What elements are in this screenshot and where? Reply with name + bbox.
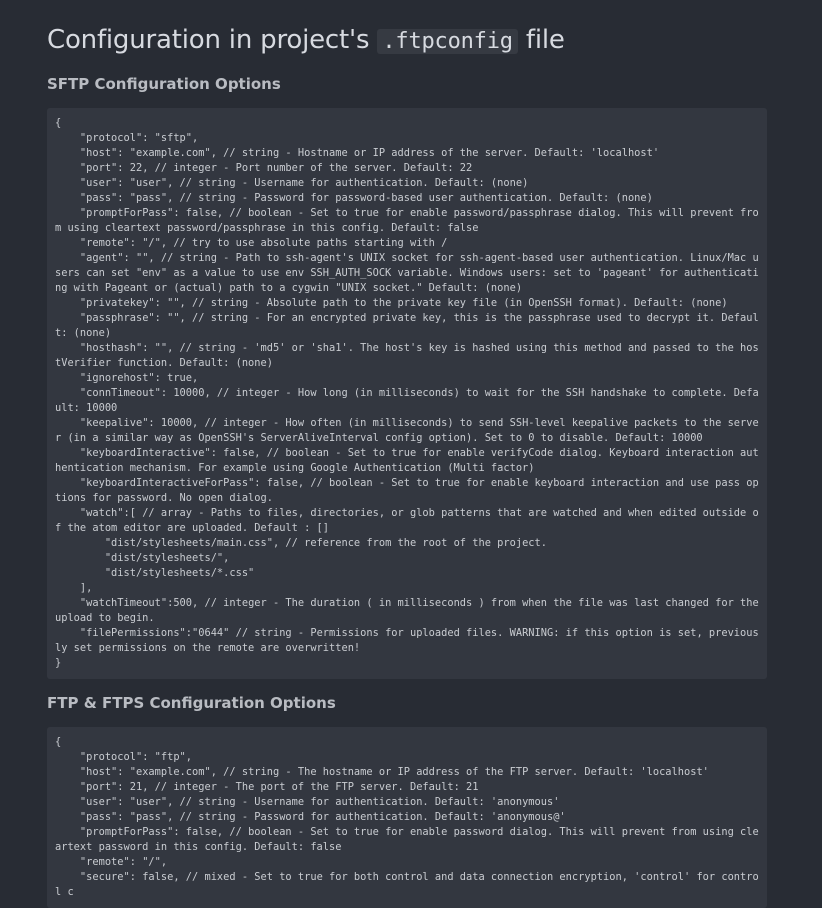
sftp-heading: SFTP Configuration Options <box>47 75 281 93</box>
title-prefix: Configuration in project's <box>47 25 378 55</box>
ftp-code-block: { "protocol": "ftp", "host": "example.com", // string - The hostname or IP address of the FTP server. Default: 'localhost' "port": 21, // integer - The port of the FTP server. Default: 21 "user": "user", // string - Username for authentication. Default: 'anonymous' "pass": "pass", // string - Password for authentication. Default: 'anonymous@' "promptForPass": false, // boolean - Set to true for enable password dialog. This will prevent from using cleartext password in this config. Default: false "remote": "/", "secure": false, // mixed - Set to true for both control and data connection encryption, 'control' for control c <box>47 727 767 908</box>
title-suffix: file <box>517 25 565 55</box>
sftp-code-block: { "protocol": "sftp", "host": "example.com", // string - Hostname or IP address of the server. Default: 'localhost' "port": 22, // integer - Port number of the server. Default: 22 "user": "user", // string - Username for authentication. Default: (none) "pass": "pass", // string - Password for password-based user authentication. Default: (none) "promptForPass": false, // boolean - Set to true for enable password/passphrase dialog. This will prevent from using cleartext password/passphrase in this config. Default: false "remote": "/", // try to use absolute paths starting with / "agent": "", // string - Path to ssh-agent's UNIX socket for ssh-agent-based user authentication. Linux/Mac users can set "env" as a value to use env SSH_AUTH_SOCK variable. Windows users: set to 'pageant' for authenticating with Pageant or (actual) path to a cygwin "UNIX socket." Default: (none) "privatekey": "", // string - Absolute path to the private key file (in OpenSSH format). Default: (none) "passphrase": "", // string - For an encrypted private key, this is the passphrase used to decrypt it. Default: (none) "hosthash": "", // string - 'md5' or 'sha1'. The host's key is hashed using this method and passed to the hostVerifier function. Default: (none) "ignorehost": true, "connTimeout": 10000, // integer - How long (in milliseconds) to wait for the SSH handshake to complete. Default: 10000 "keepalive": 10000, // integer - How often (in milliseconds) to send SSH-level keepalive packets to the server (in a similar way as OpenSSH's ServerAliveInterval config option). Set to 0 to disable. Default: 10000 "keyboardInteractive": false, // boolean - Set to true for enable verifyCode dialog. Keyboard interaction authentication mechanism. For example using Google Authentication (Multi factor) "keyboardInteractiveForPass": false, // boolean - Set to true for enable keyboard interaction and use pass options for password. No open dialog. "watch":[ // array - Paths to files, directories, or glob patterns that are watched and when edited outside of the atom editor are uploaded. Default : [] "dist/stylesheets/main.css", // reference from the root of the project. "dist/stylesheets/", "dist/stylesheets/*.css" ], "watchTimeout":500, // integer - The duration ( in milliseconds ) from when the file was last changed for the upload to begin. "filePermissions":"0644" // string - Permissions for uploaded files. WARNING: if this option is set, previously set permissions on the remote are overwritten! } <box>47 108 767 679</box>
ftp-heading: FTP & FTPS Configuration Options <box>47 694 336 712</box>
title-code: .ftpconfig <box>377 29 517 54</box>
page-title <box>47 22 775 60</box>
